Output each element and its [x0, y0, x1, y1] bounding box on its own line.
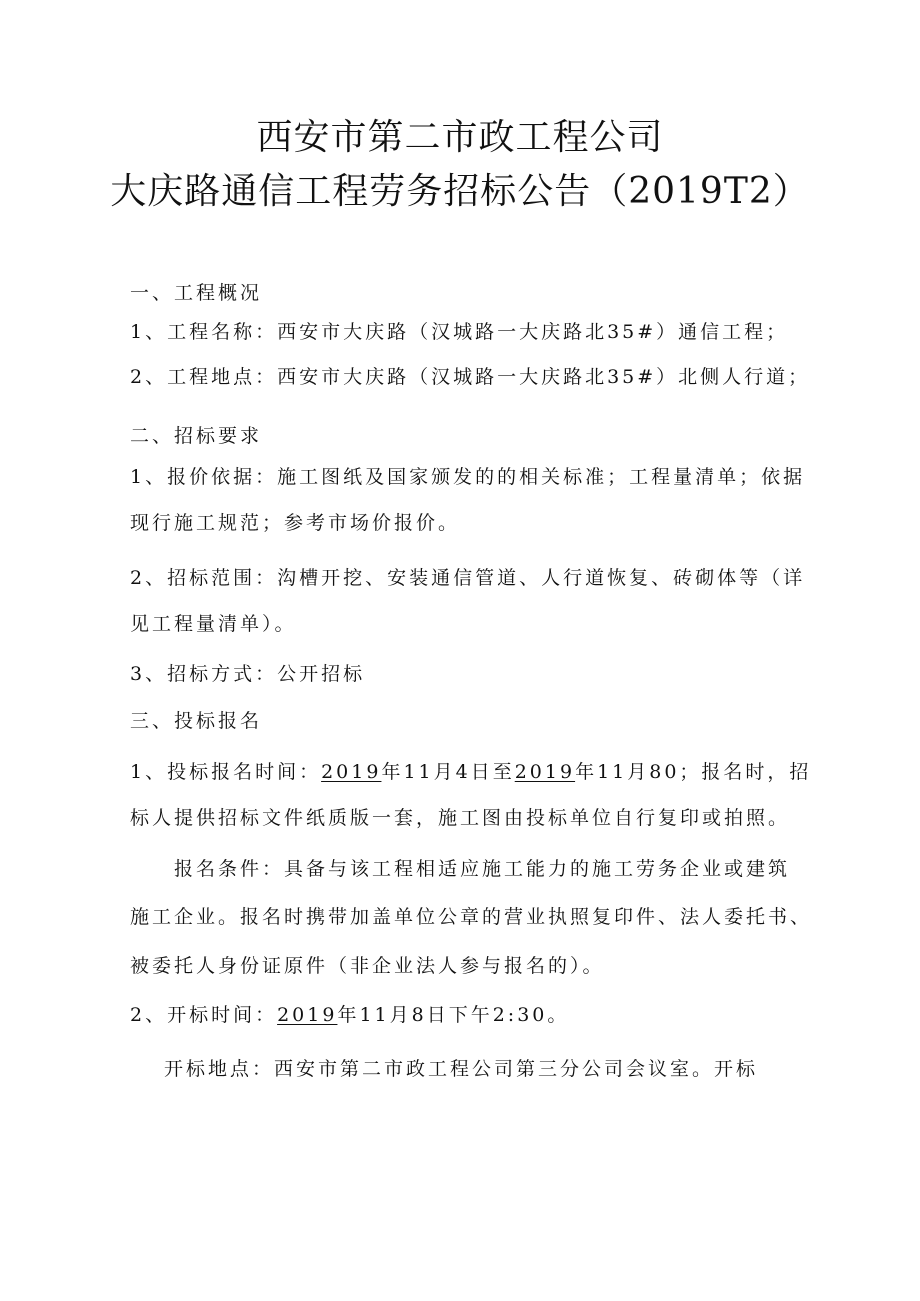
registration-time-line-2: 标人提供招标文件纸质版一套，施工图由投标单位自行复印或拍照。 [130, 807, 791, 829]
pricing-basis-line-1: 1、报价依据：施工图纸及国家颁发的的相关标准；工程量清单；依据 [130, 466, 806, 488]
scope-line-1: 2、招标范围：沟槽开挖、安装通信管道、人行道恢复、砖砌体等（详 [130, 567, 806, 589]
registration-conditions-line-1: 报名条件：具备与该工程相适应施工能力的施工劳务企业或建筑 [174, 858, 791, 880]
pricing-basis-line-2: 现行施工规范；参考市场价报价。 [130, 512, 461, 534]
scope-line-2: 见工程量清单）。 [130, 613, 297, 635]
bid-opening-time-item [130, 1002, 569, 1028]
registration-time-prefix: 1、投标报名时间： [130, 761, 322, 783]
bid-opening-time-suffix: 年11月8日下午2:30。 [337, 1004, 570, 1026]
registration-time-suffix: 年11月80；报名时，招 [575, 761, 812, 783]
registration-start-year: 2019 [321, 761, 382, 783]
registration-end-year: 2019 [514, 761, 576, 783]
registration-conditions-line-2: 施工企业。报名时携带加盖单位公章的营业执照复印件、法人委托书、 [130, 906, 813, 928]
registration-time-mid: 年11月4日至 [381, 761, 515, 783]
section-heading-requirements: 二、招标要求 [130, 425, 263, 447]
document-title-line-2: 大庆路通信工程劳务招标公告（2019T2） [110, 171, 810, 212]
section-heading-registration: 三、投标报名 [130, 710, 263, 732]
bid-opening-time-prefix: 2、开标时间： [130, 1004, 278, 1026]
project-location-item: 2、工程地点：西安市大庆路（汉城路一大庆路北35#）北侧人行道； [130, 366, 811, 388]
bid-opening-location: 开标地点：西安市第二市政工程公司第三分公司会议室。开标 [164, 1058, 759, 1080]
registration-conditions-line-3: 被委托人身份证原件（非企业法人参与报名的）。 [130, 955, 605, 977]
section-heading-overview: 一、工程概况 [130, 282, 263, 304]
bid-opening-year: 2019 [277, 1004, 338, 1026]
bidding-method-item: 3、招标方式：公开招标 [130, 663, 366, 685]
project-name-item: 1、工程名称：西安市大庆路（汉城路一大庆路北35#）通信工程； [130, 321, 789, 343]
registration-time-line-1 [130, 759, 811, 785]
document-title-line-1: 西安市第二市政工程公司 [256, 117, 664, 158]
